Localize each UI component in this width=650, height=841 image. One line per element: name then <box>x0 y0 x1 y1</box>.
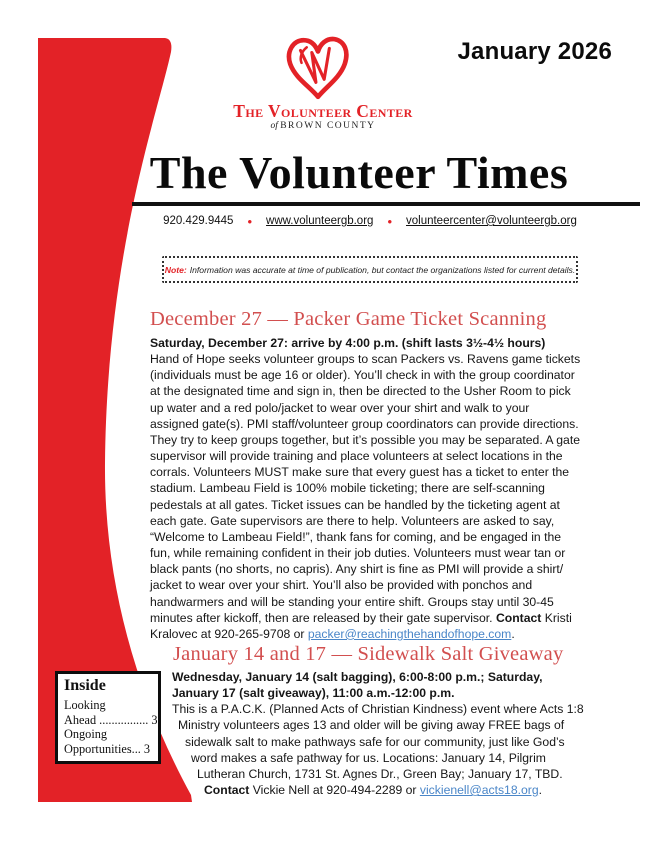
org-subtitle <box>223 121 423 131</box>
masthead-rule <box>132 202 640 206</box>
body-line: Ministry volunteers ages 13 and older will be giving away FREE bags of <box>178 718 565 733</box>
body-line: They try to keep groups together, but it’s possible you may be separated. A gate <box>150 432 580 447</box>
inside-toc-line: Opportunities... 3 <box>64 741 151 756</box>
org-sub-prefix: of <box>270 121 278 131</box>
body-line: assigned gate(s). PMI staff/volunteer group coordinators can provide directions. <box>150 416 579 431</box>
body-line-link <box>150 626 650 642</box>
body-line: up water and a red polo/jacket to wear over your shirt and walk to your <box>150 400 530 415</box>
body-line: at the designated time and sign in, then be directed to the Usher Room to pick <box>150 384 571 399</box>
heart-logo-icon <box>285 35 351 103</box>
body-line: Lutheran Church, 1731 St. Agnes Dr., Green Bay; January 17, TBD. <box>197 766 563 781</box>
bullet-separator: • <box>387 213 392 229</box>
inside-toc-box <box>55 671 161 764</box>
section-heading-salt-giveaway: January 14 and 17 — Sidewalk Salt Giveaway <box>173 643 564 665</box>
contact-label: Contact <box>495 610 542 625</box>
event-time-bold: Wednesday, January 14 (salt bagging), 6:00-8:00 p.m.; Saturday, <box>172 670 543 684</box>
body-line-contact <box>204 782 582 798</box>
contact-bar <box>132 215 608 227</box>
contact-pre-text: minutes after kickoff, then are released by their gate supervisor. <box>150 610 496 625</box>
body-line: fun, while remaining confident in their job duties. Volunteers must wear tan or <box>150 546 566 561</box>
note-label: Note: <box>164 264 187 275</box>
inside-toc-title: Inside <box>64 677 106 694</box>
body-line: black pants (no shorts, no capris). Any shirt is fine as PMI will provide a shirt/ <box>150 562 564 577</box>
contact-mid-text: Vickie Nell at 920-494-2289 or <box>249 783 420 798</box>
inside-toc-line: Looking <box>64 698 106 712</box>
body-line: handwarmers and will be standing your entire shift. Groups stay until 30-45 <box>150 594 554 609</box>
contact-label: Contact <box>204 783 250 798</box>
contact-post-text: Kristi <box>541 610 572 625</box>
link-pre-text: Kralovec at 920-265-9708 or <box>150 626 308 641</box>
link-suffix: . <box>538 783 542 798</box>
body-line: stadium. Lambeau Field is 100% mobile ticketing; there are self-scanning <box>150 481 545 496</box>
org-sub-county: BROWN COUNTY <box>280 121 376 131</box>
issue-date: January 2026 <box>457 38 612 65</box>
body-line: pedestals at all gates. Ticket issues can be handled by the ticketing agent at <box>150 497 560 512</box>
inside-toc-line: Ongoing <box>64 727 108 742</box>
inside-toc-line: Ahead ................ 3 <box>64 712 158 727</box>
disclaimer-text <box>165 265 575 275</box>
body-line: jacket to wear over your shirt. You’ll also be provided with ponchos and <box>150 578 533 593</box>
body-line: This is a P.A.C.K. (Planned Acts of Christian Kindness) event where Acts 1:8 <box>172 702 584 717</box>
phone-number: 920.429.9445 <box>163 215 234 227</box>
note-body: Information was accurate at time of publication, but contact the organizations listed for current details. <box>189 264 576 275</box>
body-line: sidewalk salt to make pathways safe for our community, just like God’s <box>185 734 565 749</box>
body-line: word makes a safe pathway for us. Locations: January 14, Pilgrim <box>191 750 546 765</box>
disclaimer-note-box <box>162 256 578 283</box>
link-suffix: . <box>511 626 515 641</box>
event-time-bold: Saturday, December 27: arrive by 4:00 p.m. (shift lasts 3½-4½ hours) <box>150 336 546 350</box>
newsletter-title: The Volunteer Times <box>149 147 569 198</box>
body-line: each gate. Gate supervisors are there to help. Volunteers are asked to say, <box>150 513 555 528</box>
body-line: supervisor will provide training and place volunteers at select locations in the <box>150 449 563 464</box>
body-line: (individuals must be age 16 or older). You’ll check in with the group coordinator <box>150 368 575 383</box>
org-name: The Volunteer Center <box>233 101 413 121</box>
email-link[interactable]: volunteercenter@volunteergb.org <box>406 215 577 227</box>
body-line-contact <box>150 610 650 626</box>
vickie-email-link[interactable]: vickienell@acts18.org <box>419 783 539 798</box>
packer-email-link[interactable]: packer@reachingthehandofhope.com <box>307 626 512 641</box>
section-heading-packer-game: December 27 — Packer Game Ticket Scanning <box>150 308 547 330</box>
body-line: corrals. Volunteers MUST make sure that every guest has a ticket to enter the <box>150 465 570 480</box>
body-line: Hand of Hope seeks volunteer groups to scan Packers vs. Ravens game tickets <box>150 352 581 367</box>
website-link[interactable]: www.volunteergb.org <box>266 215 374 227</box>
section-body-packer-game <box>150 335 650 642</box>
bullet-separator: • <box>247 213 253 229</box>
event-time-bold: January 17 (salt giveaway), 11:00 a.m.-12:00 p.m. <box>172 686 455 701</box>
body-line: “Welcome to Lambeau Field!”, thank fans for coming, and be engaged in the <box>150 529 562 544</box>
section-body-salt-giveaway <box>150 669 582 798</box>
